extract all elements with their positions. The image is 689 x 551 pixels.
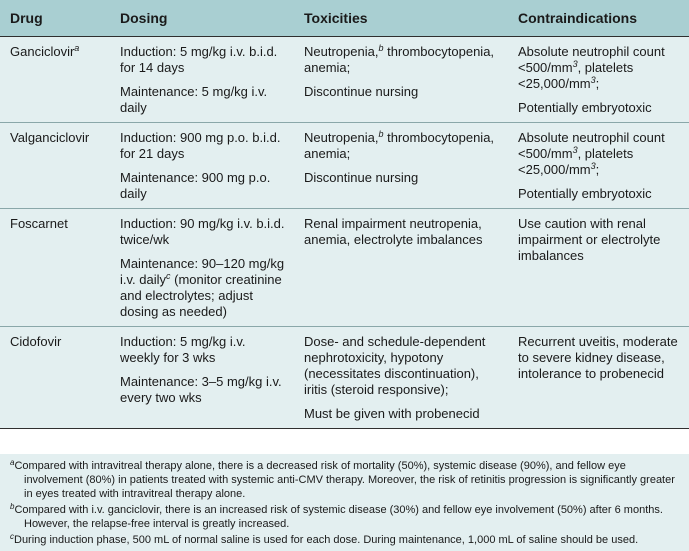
toxicity-line: Discontinue nursing <box>304 84 419 99</box>
dosing-cell <box>108 37 292 123</box>
contraindication-line: Recurrent uveitis, moderate to severe kidney disease, intolerance to probenecid <box>518 334 678 381</box>
contraindication-line: Use caution with renal impairment or electrolyte imbalances <box>518 216 661 263</box>
drug-name: Cidofovir <box>10 334 62 349</box>
toxicity-line: Must be given with probenecid <box>304 406 480 421</box>
footnote-b <box>10 503 679 531</box>
contraindication-line: Absolute neutrophil count $<500/mm^3$, platelets $<25,000/mm^3$; <box>518 44 665 91</box>
drug-cell <box>0 37 108 123</box>
toxicity-line: Discontinue nursing <box>304 170 419 185</box>
toxicities-cell <box>292 123 506 209</box>
toxicities-cell <box>292 209 506 327</box>
dosing-line: Induction: 90 mg/kg i.v. b.i.d. twice/wk <box>120 216 285 247</box>
dosing-cell <box>108 123 292 209</box>
header-contraindications: Contraindications <box>506 0 689 37</box>
footnote-marker: a <box>74 43 80 53</box>
table-row <box>0 209 689 327</box>
contraindication-line: Potentially embryotoxic <box>518 100 652 115</box>
footnote-marker: c <box>166 271 171 281</box>
footnote-marker: a <box>10 458 15 467</box>
header-toxicities: Toxicities <box>292 0 506 37</box>
footnote-c <box>10 533 679 547</box>
table-body <box>0 37 689 429</box>
toxicity-line: Neutropenia,$^b$ thrombocytopenia, anemia; <box>304 129 495 161</box>
drug-cell <box>0 209 108 327</box>
dosing-line: Induction: 5 mg/kg i.v. b.i.d. for 14 days <box>120 44 278 75</box>
header-drug: Drug <box>0 0 108 37</box>
dosing-line: Maintenance: 5 mg/kg i.v. daily <box>120 84 268 115</box>
footnote-marker: 3 <box>590 75 596 85</box>
dosing-cell <box>108 209 292 327</box>
contraindication-cell <box>506 209 689 327</box>
footnote-text: During induction phase, 500 mL of normal saline is used for each dose. During maintenance, 1,000 mL of saline should be used. <box>14 534 639 546</box>
contraindication-line: Potentially embryotoxic <box>518 186 652 201</box>
footnote-marker: b <box>10 502 15 511</box>
footnote-marker: b <box>378 43 384 53</box>
footnote-marker: 3 <box>590 161 596 171</box>
footnote-a <box>10 459 679 501</box>
table-row <box>0 123 689 209</box>
dosing-line: Maintenance: 900 mg p.o. daily <box>120 170 271 201</box>
table-row <box>0 327 689 429</box>
header-dosing: Dosing <box>108 0 292 37</box>
drug-name: Foscarnet <box>10 216 68 231</box>
drug-cell <box>0 327 108 429</box>
footnote-marker: b <box>378 129 384 139</box>
drug-name: Ganciclovir <box>10 44 75 59</box>
table-header-row <box>0 0 689 37</box>
toxicity-line: Renal impairment neutropenia, anemia, electrolyte imbalances <box>304 216 483 247</box>
dosing-line: Induction: 900 mg p.o. b.i.d. for 21 days <box>120 130 281 161</box>
toxicity-line: Neutropenia,$^b$ thrombocytopenia, anemia; <box>304 43 495 75</box>
footnote-marker: 3 <box>572 59 578 69</box>
contraindication-cell <box>506 327 689 429</box>
dosing-line: Induction: 5 mg/kg i.v. weekly for 3 wks <box>120 334 246 365</box>
toxicity-line: Dose- and schedule-dependent nephrotoxicity, hypotony (necessitates discontinuation), iritis (steroid responsive); <box>304 334 486 397</box>
contraindication-line: Absolute neutrophil count $<500/mm^3$, platelets $<25,000/mm^3$; <box>518 130 665 177</box>
table-row <box>0 37 689 123</box>
toxicities-cell <box>292 327 506 429</box>
contraindication-cell <box>506 37 689 123</box>
dosing-line: Maintenance: 90–120 mg/kg i.v. daily$^c$ (monitor creatinine and electrolytes; adjust dosing as needed) <box>120 256 285 319</box>
dosing-line: Maintenance: 3–5 mg/kg i.v. every two wks <box>120 374 282 405</box>
toxicities-cell <box>292 37 506 123</box>
footnote-marker: 3 <box>572 145 578 155</box>
drug-cell <box>0 123 108 209</box>
footnote-marker: c <box>10 532 14 541</box>
footnote-text: Compared with intravitreal therapy alone, there is a decreased risk of mortality (50%), systemic disease (90%), and fellow eye involvement (80%) in patients treated with systemic anti-CMV therapy. Moreover, the risk of retinitis progression is significantly greater in eyes treated with intravitreal therapy alone. <box>14 460 675 500</box>
drug-name: Valganciclovir <box>10 130 90 145</box>
footnotes <box>0 454 689 551</box>
footnote-text: Compared with i.v. ganciclovir, there is an increased risk of systemic disease (30%) and fellow eye involvement (50%) after 6 months. However, the relapse-free interval is greatly increased. <box>14 504 663 530</box>
dosing-cell <box>108 327 292 429</box>
contraindication-cell <box>506 123 689 209</box>
